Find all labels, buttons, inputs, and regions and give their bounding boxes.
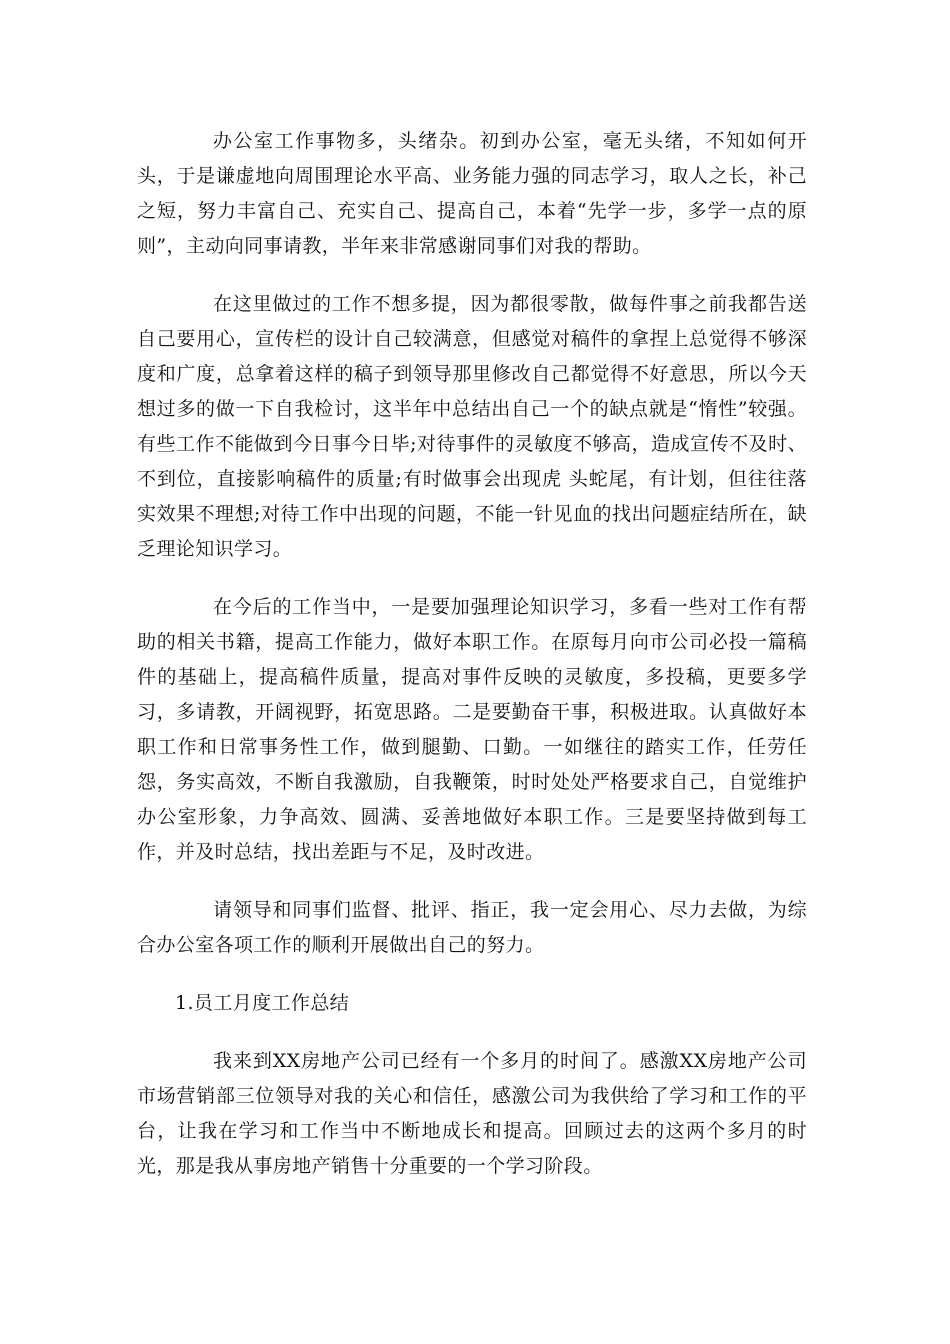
paragraph-self-review: 在这里做过的工作不想多提，因为都很零散，做每件事之前我都告送自己要用心，宣传栏的设计自己较满意，但感觉对稿件的拿捏上总觉得不够深度和广度，总拿着这样的稿子到领导那里修改自己都觉得不好意思，所以今天想过多的做一下自我检讨，这半年中总结出自己一个的缺点就是“惰性”较强。有些工作不能做到今日事今日毕;对待事件的灵敏度不够高，造成宣传不及时、不到位，直接影响稿件的质量;有时做事会出现虎 头蛇尾，有计划，但往往落实效果不理想;对待工作中出现的问题，不能一针见血的找出问题症结所在，缺乏理论知识学习。	[137, 293, 807, 560]
paragraph-future-plan: 在今后的工作当中，一是要加强理论知识学习，多看一些对工作有帮助的相关书籍，提高工作能力，做好本职工作。在原每月向市公司必投一篇稿件的基础上，提高稿件质量，提高对事件反映的灵敏度，多投稿，更要多学习，多请教，开阔视野，拓宽思路。二是要勤奋干事，积极进取。认真做好本职工作和日常事务性工作，做到腿勤、口勤。一如继往的踏实工作，任劳任怨，务实高效，不断自我激励，自我鞭策，时时处处严格要求自己，自觉维护办公室形象，力争高效、圆满、妥善地做好本职工作。三是要坚持做到每工作，并及时总结，找出差距与不足，及时改进。	[137, 596, 807, 863]
document-body	[137, 124, 807, 1207]
paragraph-monthly-summary: 我来到XX房地产公司已经有一个多月的时间了。感激XX房地产公司市场营销部三位领导对我的关心和信任，感激公司为我供给了学习和工作的平台，让我在学习和工作当中不断地成长和提高。回顾过去的这两个多月的时光，那是我从事房地产销售十分重要的一个学习阶段。	[137, 1050, 807, 1177]
section-title: 1.员工月度工作总结	[175, 992, 350, 1014]
paragraph-closing: 请领导和同事们监督、批评、指正，我一定会用心、尽力去做，为综合办公室各项工作的顺利开展做出自己的努力。	[137, 899, 807, 956]
paragraph-office-work: 办公室工作事物多，头绪杂。初到办公室，毫无头绪，不知如何开头，于是谦虚地向周围理论水平高、业务能力强的同志学习，取人之长，补己之短，努力丰富自己、充实自己、提高自己，本着“先学一步，多学一点的原则”，主动向同事请教，半年来非常感谢同事们对我的帮助。	[137, 130, 807, 257]
